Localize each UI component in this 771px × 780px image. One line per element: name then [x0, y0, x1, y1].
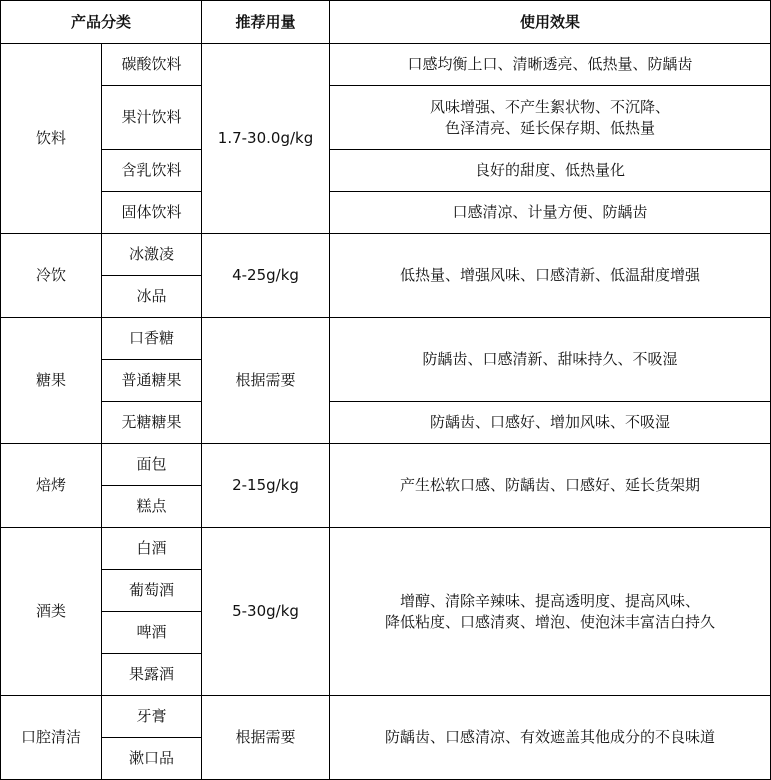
- item-name: 果汁饮料: [102, 86, 202, 150]
- effect-cell: 口感清凉、计量方便、防龋齿: [330, 192, 771, 234]
- effect-cell: [330, 528, 771, 696]
- table-row: [1, 402, 771, 444]
- table-row: [1, 318, 771, 360]
- item-name: 普通糖果: [102, 360, 202, 402]
- item-name: 面包: [102, 444, 202, 486]
- group-name: 冷饮: [1, 234, 102, 318]
- table-row: [1, 696, 771, 738]
- effect-cell: 低热量、增强风味、口感清新、低温甜度增强: [330, 234, 771, 318]
- group-name: 饮料: [1, 44, 102, 234]
- effect-line: 色泽清亮、延长保存期、低热量: [445, 118, 656, 137]
- table-row: [1, 44, 771, 86]
- item-name: 糕点: [102, 486, 202, 528]
- group-name: 焙烤: [1, 444, 102, 528]
- item-name: 无糖糖果: [102, 402, 202, 444]
- table-row: [1, 86, 771, 150]
- group-dosage: 1.7-30.0g/kg: [202, 44, 330, 234]
- group-dosage: 根据需要: [202, 318, 330, 444]
- header-dosage: 推荐用量: [202, 1, 330, 44]
- effect-cell: 防龋齿、口感清新、甜味持久、不吸湿: [330, 318, 771, 402]
- item-name: 固体饮料: [102, 192, 202, 234]
- effect-cell: [330, 86, 771, 150]
- group-name: 口腔清洁: [1, 696, 102, 780]
- effect-cell: 防龋齿、口感好、增加风味、不吸湿: [330, 402, 771, 444]
- effect-cell: 产生松软口感、防龋齿、口感好、延长货架期: [330, 444, 771, 528]
- effect-line: 降低粘度、口感清爽、增泡、使泡沫丰富洁白持久: [385, 612, 716, 631]
- item-name: 啤酒: [102, 612, 202, 654]
- group-name: 酒类: [1, 528, 102, 696]
- header-row: [1, 1, 771, 44]
- effect-line: 增醇、清除辛辣味、提高透明度、提高风味、: [400, 591, 701, 610]
- group-dosage: 5-30g/kg: [202, 528, 330, 696]
- item-name: 果露酒: [102, 654, 202, 696]
- header-category: 产品分类: [1, 1, 202, 44]
- effect-cell: 口感均衡上口、清晰透亮、低热量、防龋齿: [330, 44, 771, 86]
- table-row: [1, 150, 771, 192]
- header-effect: 使用效果: [330, 1, 771, 44]
- group-dosage: 2-15g/kg: [202, 444, 330, 528]
- effect-line: 风味增强、不产生絮状物、不沉降、: [430, 97, 671, 116]
- item-name: 口香糖: [102, 318, 202, 360]
- effect-cell: 防龋齿、口感清凉、有效遮盖其他成分的不良味道: [330, 696, 771, 780]
- item-name: 漱口品: [102, 738, 202, 780]
- table-row: [1, 234, 771, 276]
- item-name: 含乳饮料: [102, 150, 202, 192]
- effect-cell: 良好的甜度、低热量化: [330, 150, 771, 192]
- table-row: [1, 444, 771, 486]
- group-dosage: 根据需要: [202, 696, 330, 780]
- item-name: 冰激凌: [102, 234, 202, 276]
- group-dosage: 4-25g/kg: [202, 234, 330, 318]
- item-name: 冰品: [102, 276, 202, 318]
- table-row: [1, 192, 771, 234]
- item-name: 碳酸饮料: [102, 44, 202, 86]
- table-row: [1, 528, 771, 570]
- item-name: 葡萄酒: [102, 570, 202, 612]
- group-name: 糖果: [1, 318, 102, 444]
- item-name: 牙膏: [102, 696, 202, 738]
- item-name: 白酒: [102, 528, 202, 570]
